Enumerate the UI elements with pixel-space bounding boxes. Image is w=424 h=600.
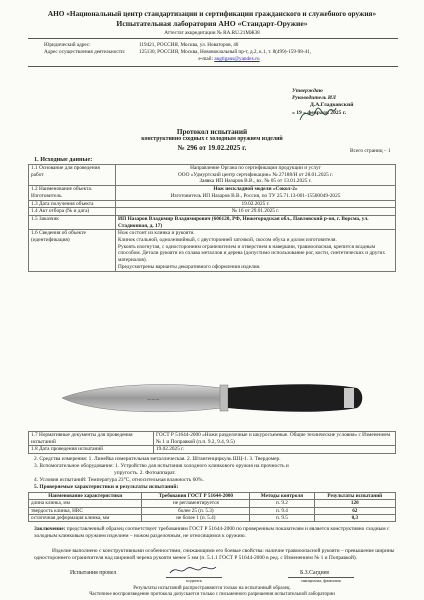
row-value	[116, 165, 396, 186]
table-row	[29, 215, 396, 229]
design-note: Изделие выполнено с конструктивными особенностями, снижающими его боевые свойства: наличие травмоопасной рукояти – превышение ширины одностороннего ограничителя над шириной черена рукояти менее 5 мм (п. 5.1.1 ГОСТ Р 51644-2000 в ред. с Изменением № 1 и Поправкой).	[34, 548, 395, 561]
row-label: 1.1 Основание для проведения работ	[29, 165, 116, 186]
page-count: Всего страниц – 1	[350, 148, 391, 154]
aux-equipment-1: 3. Вспомогательное оборудование: 1. Устройство для испытания холодного клинкового оружия на прочность и	[34, 463, 289, 469]
row-label: 1.8 Дата проведения испытаний	[29, 446, 154, 454]
row-value-line: Нож состоит из клинка и рукояти.	[118, 230, 195, 237]
row-value-line: Изготовитель ИП Назаров В.В., Россия, по ТУ 25.71.13-001-15500049-2025	[170, 192, 341, 199]
table-row	[29, 165, 396, 186]
tester-name: Б.З.Сагдиев	[300, 570, 330, 576]
row-label: 1.5 Заказчик	[29, 215, 116, 229]
svg-text:~~~: ~~~	[147, 397, 160, 403]
aux-equipment-2: упругость. 2. Фотоаппарат.	[114, 470, 176, 476]
table-cell: не регламентируется	[142, 500, 250, 507]
test-conditions: 4. Условия испытаний: Температура 23°С, относительная влажность 60%.	[34, 477, 204, 483]
row-label: 1.7 Нормативные документы для проведения испытаний	[29, 432, 154, 446]
row-value	[116, 208, 396, 216]
column-header: Методы контроля	[250, 493, 314, 500]
table-row	[29, 200, 396, 208]
approval-role: Руководитель ИЛ	[292, 95, 336, 102]
work-address-line	[44, 49, 311, 56]
table-cell: п. 9.5	[250, 514, 314, 521]
table-cell: остаточная деформация клинка, мм	[29, 514, 142, 521]
row-value-line: Нож нескладной модели «Сокол-2»	[213, 186, 298, 193]
table-cell: п. 9.4	[250, 507, 314, 514]
row-value-line: Клинок стальной, однолезвийный, с двусторонней заточкой, скосом обуха и долом изготовителя.	[118, 237, 337, 244]
row-value: ГОСТ Р 51644-2000 «Ножи разделочные и шкуросъемные. Общие технические условия» с Изменением № 1 и Поправкой (п.п. 9.2, 9.4, 9.5)	[154, 432, 396, 446]
table-row	[29, 514, 396, 521]
row-label: 1.6 Сведения об объекте (идентификация)	[29, 230, 116, 271]
table-cell: твердость клинка, HRC	[29, 507, 142, 514]
table-cell: не более 1 (п. 5.4)	[142, 514, 250, 521]
approval-title: Утверждаю	[292, 88, 323, 94]
email-label: e-mail:	[198, 56, 214, 62]
row-value: 19.02.2025 г.	[154, 446, 396, 454]
work-address: 125130, РОССИЯ, Москва, Нововокзальный пр-т, д.2, к.1, т. 8(499)-159-98-41,	[139, 49, 312, 55]
conclusion-label: Заключение:	[34, 526, 66, 532]
conclusion	[34, 526, 396, 540]
approval-signature	[298, 100, 338, 128]
table-row	[29, 186, 396, 200]
conclusion-text: представленный образец соответствует требованиям ГОСТ Р 51644-2000 по проверенным показателям и является конструктивно сходным с холодным клинковым оружием изделием – ножом разделочным, не относящимся к оружию.	[34, 526, 390, 539]
measurement-tools: 2. Средства измерения: 1. Линейка измерительная металлическая. 2. Штангенциркуль ШЦ-1. 3. Твердомер.	[34, 456, 281, 462]
initial-data-table	[28, 164, 396, 272]
table-row	[29, 446, 396, 454]
table-cell: 62	[314, 507, 395, 514]
table-row	[29, 230, 396, 271]
row-value-line: ООО «Удмуртский центр сертификации» № 27188/Н от 28.01.2025 г.	[177, 171, 333, 178]
protocol-title: Протокол испытаний	[176, 128, 248, 136]
column-header: Наименование характеристики	[29, 493, 142, 500]
approval-name: Д.А.Гладковский	[310, 102, 354, 109]
signature-role: Испытания провел	[70, 570, 117, 576]
approval-date: « 19 » февраля 2025 г.	[292, 109, 347, 116]
accreditation: Аттестат аккредитации № RA.RU.21МЖ38	[164, 30, 260, 36]
row-value	[116, 215, 396, 229]
email-link[interactable]: angtigaus@yandex.ru	[214, 56, 260, 62]
row-label: 1.2 Наименование объекта. Изготовитель	[29, 186, 116, 200]
norm-table	[28, 431, 396, 454]
header-rule	[28, 38, 398, 39]
table-row	[29, 432, 396, 446]
row-value-line: Заявка ИП Назаров В.В., вх. № 05 от 13.01.2025 г.	[199, 178, 312, 185]
row-value	[116, 230, 396, 271]
name-caption: инициалы, фамилия	[288, 577, 354, 583]
row-value-line: Предусмотрены варианты декоративного оформления изделия.	[118, 263, 261, 270]
row-value-line: 19.02.2025 г.	[241, 200, 270, 207]
knife-photo	[52, 368, 372, 430]
table-cell: п. 9.2	[250, 500, 314, 507]
address-rule	[28, 66, 398, 67]
table-row	[29, 208, 396, 216]
row-value-line: Направление Органа по сертификации продукции и услуг	[190, 165, 321, 171]
results-table	[28, 492, 396, 522]
table-row	[29, 507, 396, 514]
row-value-line: Рукоять изогнутая, с односторонним ограничителем и отверстием в навершии, травмоопасная, крепится всадным способом. Детали рукояти из сплава металлов и дерева (допустимо использование рог, кости, синтетических и других материалов).	[118, 243, 386, 264]
section-initial-data: 1. Исходные данные:	[34, 156, 93, 163]
row-value-line: № 16 от 29.01.2025 г.	[231, 208, 280, 215]
table-row	[29, 500, 396, 507]
protocol-number: № 296 от 19.02.2025 г.	[177, 144, 247, 152]
column-header: Требования ГОСТ Р 51644-2000	[142, 493, 250, 500]
results-heading: 5. Проверяемые характеристики и результаты испытаний:	[34, 484, 179, 490]
row-value	[116, 186, 396, 200]
legal-address-label: Юридический адрес:	[44, 42, 91, 48]
row-label: 1.4 Акт отбора (№ и дата)	[29, 208, 116, 216]
footer-line-2: Частичное воспроизведение протокола допускается только с письменного разрешения испытательной лаборатории	[89, 592, 335, 597]
legal-address-line	[44, 42, 238, 49]
sign-caption: подпись	[166, 577, 222, 583]
table-cell: 0,3	[314, 514, 395, 521]
org-name: АНО «Национальный центр стандартизации и сертификации гражданского и служебного оружия»	[47, 9, 377, 18]
tester-signature	[168, 564, 218, 576]
footer-line-1: Результаты испытаний распространяются только на испытанный образец.	[133, 586, 291, 591]
email-line	[44, 56, 414, 63]
work-address-label: Адрес осуществления деятельности:	[44, 49, 126, 55]
table-cell: 120	[314, 500, 395, 507]
protocol-subtitle: конструктивно сходных с холодным оружием изделий	[141, 136, 283, 142]
table-cell: длина клинка, мм	[29, 500, 142, 507]
legal-address: 119421, РОССИЯ, Москва, ул. Новаторов, 40	[139, 42, 239, 48]
row-label: 1.3 Дата получения объекта	[29, 200, 116, 208]
column-header: Результаты испытаний	[314, 493, 395, 500]
table-cell: более 25 (п. 5.3)	[142, 507, 250, 514]
row-value-line: ИП Назаров Владимир Владимирович (606120, РФ, Нижегородская обл., Павловский р-он, г. Ворсма, ул. Стадионная, д. 17)	[118, 215, 369, 229]
row-value	[116, 200, 396, 208]
lab-name: Испытательная лаборатория АНО «Стандарт-Оружие»	[116, 19, 308, 28]
